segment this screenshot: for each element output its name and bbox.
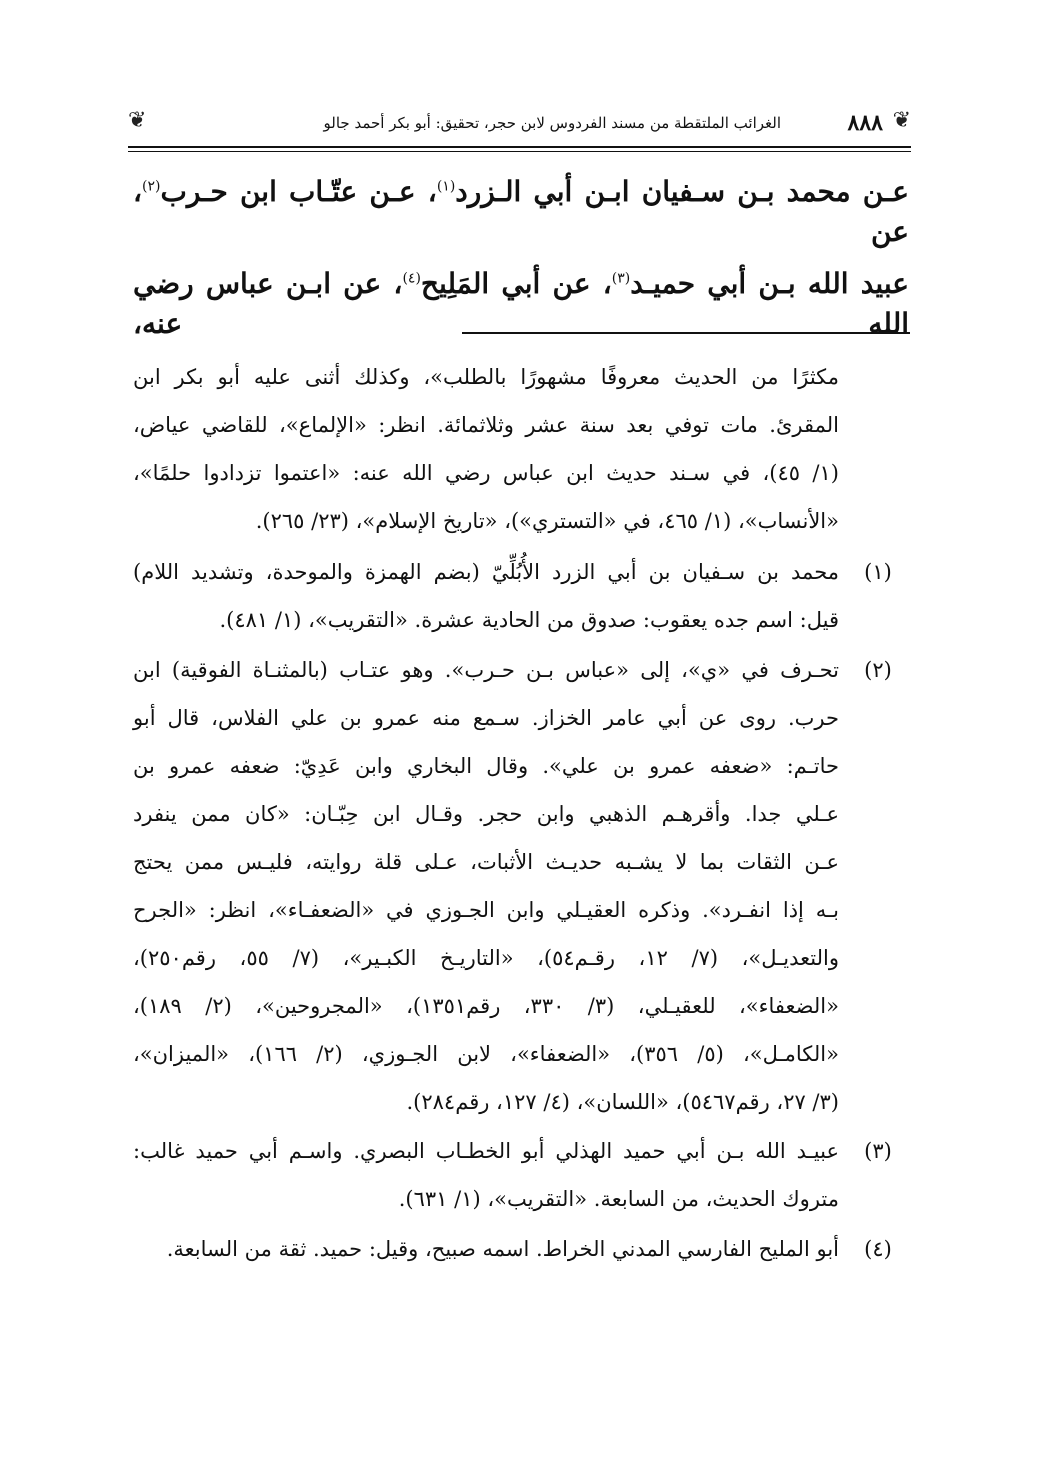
footnote-line: «الضعفاء»، للعقيـلي، (٣/ ٣٣٠، رقم١٣٥١)، «المجروحين»، (٢/ ١٨٩)،: [133, 994, 839, 1018]
footnote-1: [133, 557, 909, 587]
footnote-line: عـلي جدا. وأقرهـم الذهبي وابن حجر. وقـال ابن حِبّـان: «كان ممن ينفرد: [133, 802, 839, 826]
text-segment: عـن محمد بـن سـفيان ابـن أبي الـزرد: [455, 175, 909, 208]
main-text-line-1: [133, 172, 909, 252]
footnote-3: [133, 1136, 909, 1166]
footnote-number: (٢): [864, 658, 892, 682]
running-header: [128, 106, 911, 148]
footnote-number: (٤): [864, 1237, 892, 1261]
footnote-line: حاتـم: «ضعفه عمرو بن علي». وقال البخاري وابن عَدِيّ: ضعفه عمرو بن: [133, 754, 839, 778]
text-segment: عبيد الله بـن أبي حميـد: [630, 267, 909, 300]
footnote-number: (١): [864, 560, 892, 584]
text-segment: ، عن ابـن عباس رضي الله عنه،: [133, 267, 909, 340]
ornament-left-icon: ❦: [128, 108, 147, 133]
footnote-number: (٣): [864, 1139, 892, 1163]
footnote-line: قيل: اسم جده يعقوب: صدوق من الحادية عشرة. «التقريب»، (١/ ٤٨١).: [219, 608, 839, 632]
footnote-ref-4[interactable]: (٤): [402, 270, 421, 287]
footnote-2: [133, 655, 909, 685]
header-rule: [128, 146, 911, 148]
footnote-line: والتعديـل»، (٧/ ١٢، رقـم٥٤)، «التاريـخ الكبـير»، (٧/ ٥٥، رقم٢٥٠)،: [133, 946, 839, 970]
footnote-line: عبيـد الله بـن أبي حميد الهذلي أبو الخطـاب البصري. واسـم أبي حميد غالب:: [133, 1139, 839, 1163]
footnote-line: عـن الثقات بما لا يشـبه حديـث الأثبات، عـلى قلة روايته، فليـس ممن يحتج: [133, 850, 839, 874]
text-segment: ، عن: [133, 175, 909, 248]
footnote-4: [133, 1234, 909, 1264]
footnote-line: «الكامـل»، (٥/ ٣٥٦)، «الضعفاء»، لابن الجـوزي، (٢/ ١٦٦)، «الميزان»،: [133, 1042, 839, 1066]
footnote-ref-3[interactable]: (٣): [611, 270, 631, 287]
header-rule-thin: [128, 151, 911, 152]
footnote-line: متروك الحديث، من السابعة. «التقريب»، (١/ ٦٣١).: [398, 1187, 839, 1211]
page-number: ٨٨٨: [847, 110, 883, 136]
ornament-right-icon: ❦: [892, 108, 911, 133]
footnote-continued-line: «الأنساب»، (١/ ٤٦٥، في «التستري»)، «تاريخ الإسلام»، (٢٣/ ٢٦٥).: [255, 509, 839, 533]
footnote-continued-line: المقرئ. مات توفي بعد سنة عشر وثلاثمائة. انظر: «الإلماع»، للقاضي عياض،: [133, 413, 839, 437]
footnote-line: تحـرف في «ي»، إلى «عباس بـن حـرب». وهو عتـاب (بالمثنـاة الفوقية) ابن: [133, 658, 839, 682]
text-segment: ، عن أبي المَلِيح: [420, 267, 612, 300]
footnote-line: (٣/ ٢٧، رقم٥٤٦٧)، «اللسان»، (٤/ ١٢٧، رقم٢٨٤).: [406, 1090, 839, 1114]
footnote-ref-1[interactable]: (١): [436, 178, 456, 195]
footnote-line: حرب. روى عن أبي عامر الخزاز. سـمع منه عمرو بن علي الفلاس، قال أبو: [133, 706, 839, 730]
running-title: الغرائب الملتقطة من مسند الفردوس لابن حجر، تحقيق: أبو بكر أحمد جالو: [323, 114, 781, 132]
footnote-line: محمد بن سـفيان بن أبي الزرد الأُبُلِّيّ (بضم الهمزة والموحدة، وتشديد اللام): [133, 560, 839, 584]
footnote-continued-line: (١/ ٤٥)، في سـند حديث ابن عباس رضي الله عنه: «اعتموا تزدادوا حلمًا»،: [133, 461, 839, 485]
footnote-ref-2[interactable]: (٢): [142, 178, 161, 195]
footnote-line: أبو المليح الفارسي المدني الخراط. اسمه صبيح، وقيل: حميد. ثقة من السابعة.: [166, 1237, 839, 1261]
footnote-continued-line: مكثرًا من الحديث معروفًا مشهورًا بالطلب»، وكذلك أثنى عليه أبو بكر ابن: [133, 365, 840, 389]
footnote-line: بـه إذا انفـرد». وذكره العقيـلي وابن الجـوزي في «الضعفـاء»، انظر: «الجرح: [133, 898, 839, 922]
text-segment: ، عـن عتّـاب ابن حـرب: [160, 175, 437, 208]
footnote-separator: [462, 332, 910, 334]
